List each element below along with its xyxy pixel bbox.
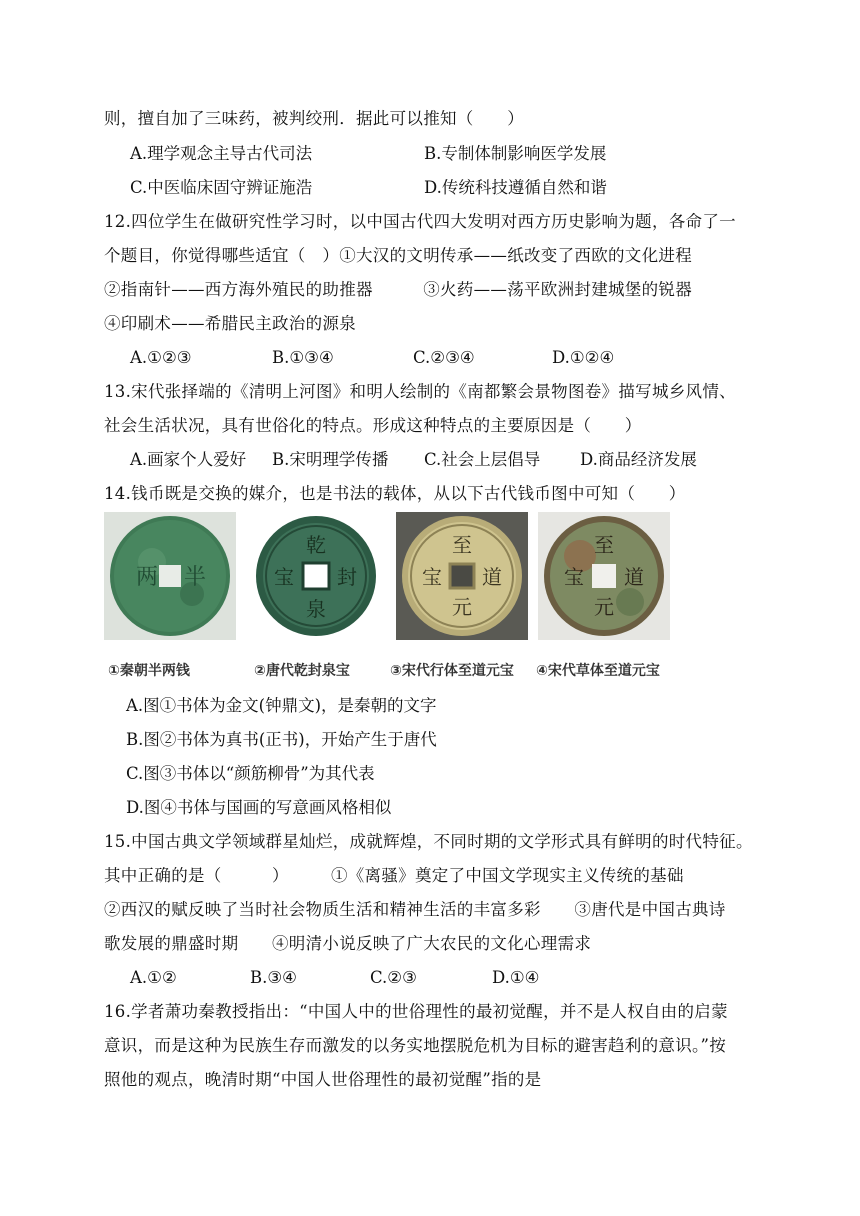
q15-option-d[interactable]: D.①④ bbox=[492, 968, 540, 987]
coin-image-song-cao bbox=[538, 512, 670, 640]
q14-stem: 14.钱币既是交换的媒介，也是书法的载体，从以下古代钱币图中可知（ ） bbox=[104, 484, 686, 503]
q14-option-c[interactable]: C.图③书体以“颜筋柳骨”为其代表 bbox=[126, 764, 375, 783]
coin-char: 封 bbox=[337, 565, 357, 589]
q12-option-c[interactable]: C.②③④ bbox=[413, 348, 475, 367]
q13-option-b[interactable]: B.宋明理学传播 bbox=[272, 450, 389, 469]
q12-option-a[interactable]: A.①②③ bbox=[130, 348, 192, 367]
coin-char: 道 bbox=[482, 565, 502, 589]
coin-char: 宝 bbox=[274, 565, 294, 589]
q14-option-a[interactable]: A.图①书体为金文(钟鼎文)，是秦朝的文字 bbox=[126, 696, 437, 715]
q13-stem-line: 13.宋代张择端的《清明上河图》和明人绘制的《南都繁会景物图卷》描写城乡风情、 bbox=[104, 382, 736, 401]
q15-stem-line: 歌发展的鼎盛时期 ④明清小说反映了广大农民的文化心理需求 bbox=[104, 934, 592, 953]
coin-char: 半 bbox=[184, 565, 207, 590]
coin-caption: ④宋代草体至道元宝 bbox=[536, 663, 660, 679]
q15-stem-line: 其中正确的是（ ） ①《离骚》奠定了中国文学现实主义传统的基础 bbox=[104, 866, 684, 885]
coin-char: 宝 bbox=[564, 565, 584, 589]
q15-stem-line: ②西汉的赋反映了当时社会物质生活和精神生活的丰富多彩 ③唐代是中国古典诗 bbox=[104, 900, 726, 919]
coin-image-tang-qianfeng bbox=[250, 512, 382, 640]
coin-caption: ①秦朝半两钱 bbox=[108, 663, 190, 679]
coin-char: 乾 bbox=[306, 533, 326, 557]
q12-option-b[interactable]: B.①③④ bbox=[272, 348, 334, 367]
coin-caption: ②唐代乾封泉宝 bbox=[254, 663, 350, 679]
q15-option-a[interactable]: A.①② bbox=[130, 968, 177, 987]
q16-stem-line: 16.学者萧功秦教授指出：“中国人中的世俗理性的最初觉醒，并不是人权自由的启蒙 bbox=[104, 1002, 728, 1021]
q13-option-c[interactable]: C.社会上层倡导 bbox=[424, 450, 541, 469]
q12-stem-line: 12.四位学生在做研究性学习时，以中国古代四大发明对西方历史影响为题，各命了一 bbox=[104, 212, 736, 231]
coin-char: 元 bbox=[452, 595, 472, 619]
coin-image-qin-banliang bbox=[104, 512, 236, 640]
q12-stem-line: ④印刷术——希腊民主政治的源泉 bbox=[104, 314, 356, 333]
q11-option-c[interactable]: C.中医临床固守辨证施浩 bbox=[130, 178, 313, 197]
q13-stem-line: 社会生活状况，具有世俗化的特点。形成这种特点的主要原因是（ ） bbox=[104, 416, 642, 435]
q11-option-b[interactable]: B.专制体制影响医学发展 bbox=[424, 144, 607, 163]
q16-stem-line: 照他的观点，晚清时期“中国人世俗理性的最初觉醒”指的是 bbox=[104, 1070, 542, 1089]
coin-caption: ③宋代行体至道元宝 bbox=[390, 663, 514, 679]
coin-image-song-xing bbox=[396, 512, 528, 640]
coin-char: 宝 bbox=[422, 565, 442, 589]
q12-stem-line: ②指南针——西方海外殖民的助推器 ③火药——荡平欧洲封建城堡的锐器 bbox=[104, 280, 692, 299]
q15-option-c[interactable]: C.②③ bbox=[370, 968, 417, 987]
coin-char: 至 bbox=[452, 533, 472, 557]
q14-option-b[interactable]: B.图②书体为真书(正书)，开始产生于唐代 bbox=[126, 730, 437, 749]
coin-char: 道 bbox=[624, 565, 644, 589]
q15-stem-line: 15.中国古典文学领域群星灿烂，成就辉煌，不同时期的文学形式具有鲜明的时代特征。 bbox=[104, 832, 753, 851]
q12-option-d[interactable]: D.①②④ bbox=[552, 348, 615, 367]
q14-option-d[interactable]: D.图④书体与国画的写意画风格相似 bbox=[126, 798, 392, 817]
q11-option-a[interactable]: A.理学观念主导古代司法 bbox=[130, 144, 313, 163]
q16-stem-line: 意识，而是这种为民族生存而激发的以务实地摆脱危机为目标的避害趋利的意识。”按 bbox=[104, 1036, 727, 1055]
q13-option-d[interactable]: D.商品经济发展 bbox=[580, 450, 697, 469]
coin-char: 元 bbox=[594, 595, 614, 619]
q12-stem-line: 个题目，你觉得哪些适宜（ ）①大汉的文明传承——纸改变了西欧的文化进程 bbox=[104, 246, 692, 265]
q13-option-a[interactable]: A.画家个人爱好 bbox=[130, 450, 247, 469]
coin-char: 两 bbox=[136, 565, 159, 590]
q11-option-d[interactable]: D.传统科技遵循自然和谐 bbox=[424, 178, 607, 197]
q15-option-b[interactable]: B.③④ bbox=[250, 968, 297, 987]
coin-char: 泉 bbox=[306, 597, 326, 621]
q11-stem-tail: 则，擅自加了三味药，被判绞刑．据此可以推知（ ） bbox=[104, 109, 524, 128]
coin-char: 至 bbox=[594, 533, 614, 557]
